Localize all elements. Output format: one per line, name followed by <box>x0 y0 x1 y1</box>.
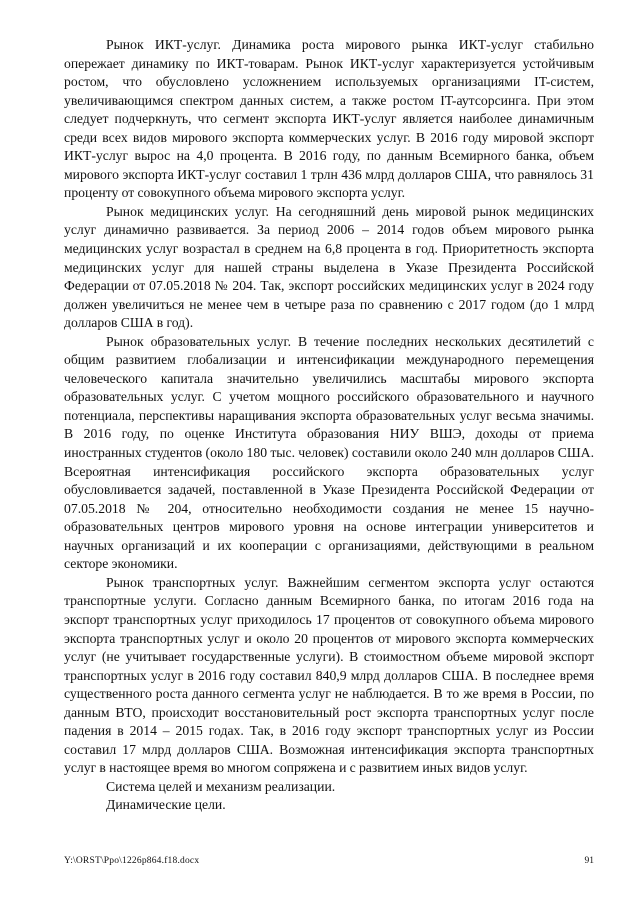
paragraph-ict-services: Рынок ИКТ-услуг. Динамика роста мирового рынка ИКТ-услуг стабильно опережает динамику по ИКТ-товарам. Рынок ИКТ-услуг характеризуется устойчивым ростом, что обусловлено усложнением используемых организациями IT-систем, увеличивающимся спектром данных систем, а также ростом IT-аутсорсинга. При этом следует подчеркнуть, что сегмент экспорта ИКТ-услуг является наиболее динамичным среди всех видов мирового экспорта коммерческих услуг. В 2016 году мировой экспорт ИКТ-услуг вырос на 4,0 процента. В 2016 году, по данным Всемирного банка, объем мирового экспорта ИКТ-услуг составил 1 трлн 436 млрд долларов США, что равнялось 31 проценту от совокупного объема мирового экспорта услуг. <box>64 37 594 201</box>
paragraph-dynamic-goals: Динамические цели. <box>106 797 226 813</box>
footer-page-number: 91 <box>584 856 594 866</box>
document-body <box>64 36 594 815</box>
paragraph-transport-services: Рынок транспортных услуг. Важнейшим сегментом экспорта услуг остаются транспортные услуги. Согласно данным Всемирного банка, по итогам 2016 года на экспорт транспортных услуг приходилось 17 процентов от совокупного объема мирового экспорта транспортных услуг и около 20 процентов от мирового экспорта коммерческих услуг (не учитывает государственные услуги). В стоимостном объеме мировой экспорт транспортных услуг в 2016 году составил 840,9 млрд долларов США. В последнее время существенного роста данного сегмента услуг не наблюдается. В то же время в России, по данным ВТО, происходит восстановительный рост экспорта транспортных услуг после падения в 2014 – 2015 годах. Так, в 2016 году экспорт транспортных услуг из России составил 17 млрд долларов США. Возможная интенсификация экспорта транспортных услуг в настоящее время во многом сопряжена и с развитием иных видов услуг. <box>64 574 594 776</box>
footer-file-path: Y:\ORST\Ppo\1226p864.f18.docx <box>64 856 200 866</box>
paragraph-goals-system: Система целей и механизм реализации. <box>106 778 336 794</box>
paragraph-medical-services: Рынок медицинских услуг. На сегодняшний день мировой рынок медицинских услуг динамично развивается. За период 2006 – 2014 годов объем мирового рынка медицинских услуг возрастал в среднем на 6,8 процента в год. Приоритетность экспорта медицинских услуг для нашей страны выделена в Указе Президента Российской Федерации от 07.05.2018 № 204. Так, экспорт российских медицинских услуг в 2024 году должен увеличиться не менее чем в четыре раза по сравнению с 2017 годом (до 1 млрд долларов США в год). <box>64 203 594 331</box>
paragraph-educational-services: Рынок образовательных услуг. В течение последних нескольких десятилетий с общим развитием глобализации и интенсификации международного перемещения человеческого капитала значительно увеличились масштабы мирового экспорта образовательных услуг. С учетом мощного российского образовательного и научного потенциала, перспективы наращивания экспорта образовательных услуг весьма значимы. В 2016 году, по оценке Института образования НИУ ВШЭ, доходы от приема иностранных студентов (около 180 тыс. человек) составили около 240 млн долларов США. Всероятная интенсификация российского экспорта образовательных услуг обусловливается задачей, поставленной в Указе Президента Российской Федерации от 07.05.2018 № 204, относительно необходимости создания не менее 15 научно-образовательных центров мирового уровня на основе интеграции университетов и научных организаций и их кооперации с организациями, действующими в реальном секторе экономики. <box>64 333 594 572</box>
